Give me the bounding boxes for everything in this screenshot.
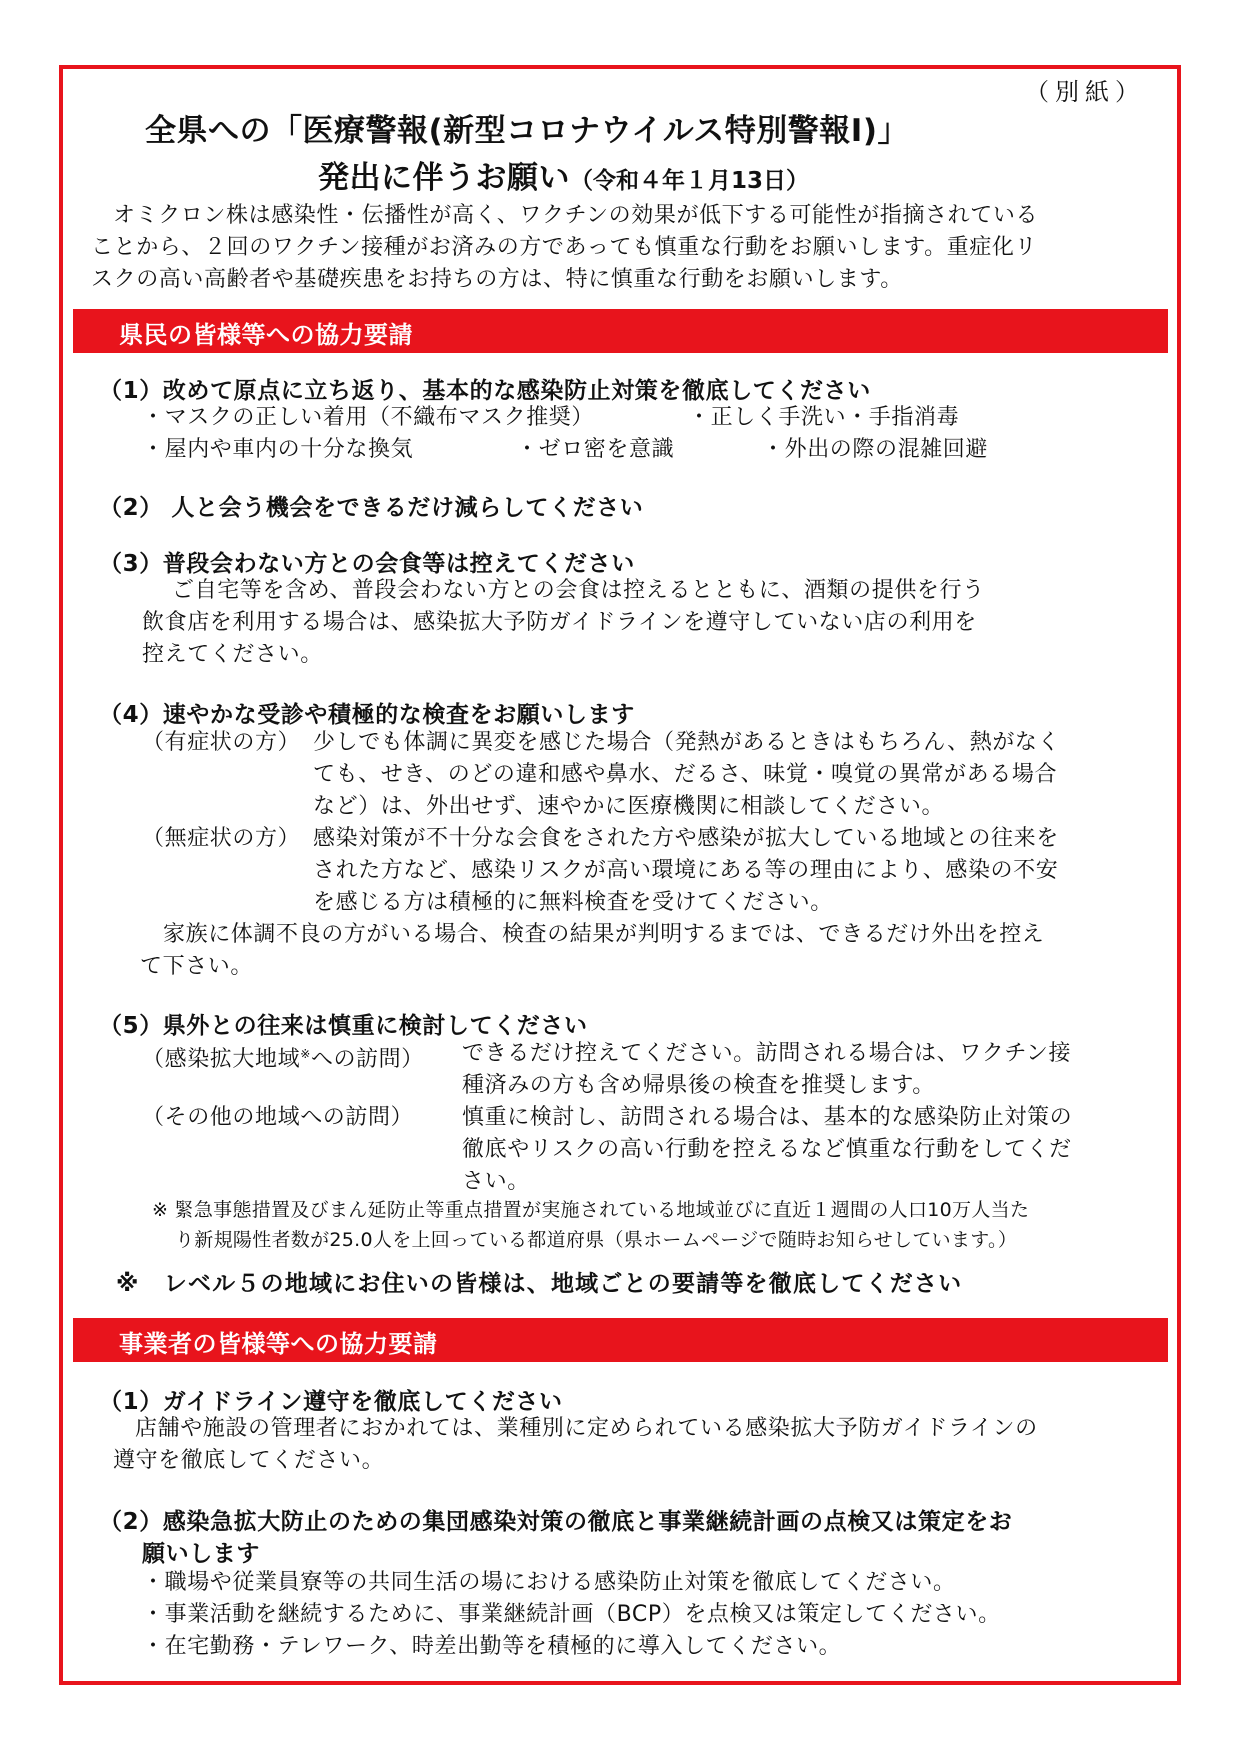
citizens-item2-heading: （2） 人と会う機会をできるだけ減らしてください — [99, 495, 644, 521]
bullet-avoid-crowds: ・外出の際の混雑回避 — [762, 437, 989, 462]
page-title-line2 — [318, 152, 809, 197]
business-bullet-2: ・事業活動を継続するために、事業継続計画（BCP）を点検又は策定してください。 — [142, 1602, 1001, 1627]
level5-notice: ※ レベル５の地域にお住いの皆様は、地域ごとの要請等を徹底してください — [116, 1271, 963, 1297]
item3-text-1: ご自宅等を含め、普段会わない方との会食は控えるとともに、酒類の提供を行う — [172, 578, 985, 603]
symptomatic-text-1: 少しでも体調に異変を感じた場合（発熱があるときはもちろん、熱がなく — [313, 730, 1061, 755]
bullet-ventilation: ・屋内や車内の十分な換気 — [142, 437, 414, 462]
page-title: 全県への「医療警報(新型コロナウイルス特別警報Ⅰ)」 — [145, 113, 910, 149]
intro-line-2: ことから、２回のワクチン接種がお済みの方であっても慎重な行動をお願いします。重症化リ — [91, 235, 1038, 260]
symptomatic-label: （有症状の方） — [142, 730, 301, 755]
business-item2-heading-2: 願いします — [142, 1541, 260, 1567]
citizens-item5-heading: （5）県外との往来は慎重に検討してください — [99, 1013, 588, 1039]
citizens-item1-heading: （1）改めて原点に立ち返り、基本的な感染防止対策を徹底してください — [99, 378, 871, 404]
business-bullet-1: ・職場や従業員寮等の共同生活の場における感染防止対策を徹底してください。 — [142, 1570, 956, 1595]
intro-line-3: スクの高い高齢者や基礎疾患をお持ちの方は、特に慎重な行動をお願いします。 — [91, 267, 903, 292]
bullet-zero-density: ・ゼロ密を意識 — [516, 437, 675, 462]
family-text-1: 家族に体調不良の方がいる場合、検査の結果が判明するまでは、できるだけ外出を控え — [163, 922, 1045, 947]
visit-infected-area-text-2: 種済みの方も含め帰県後の検査を推奨します。 — [462, 1073, 935, 1098]
label-part-a: （感染拡大地域 — [142, 1047, 301, 1072]
asymptomatic-text-3: を感じる方は積極的に無料検査を受けてください。 — [313, 890, 833, 915]
footnote-mark: ※ — [300, 1047, 311, 1061]
footnote-line-1: ※ 緊急事態措置及びまん延防止等重点措置が実施されている地域並びに直近１週間の人口10万人当た — [152, 1199, 1030, 1221]
visit-infected-area-label — [142, 1038, 424, 1076]
section-title-citizens: 県民の皆様等への協力要請 — [119, 321, 413, 349]
visit-other-area-text-2: 徹底やリスクの高い行動を控えるなど慎重な行動をしてくだ — [462, 1137, 1072, 1162]
visit-infected-area-text-1: できるだけ控えてください。訪問される場合は、ワクチン接 — [462, 1041, 1072, 1066]
business-item1-text-2: 遵守を徹底してください。 — [113, 1448, 385, 1473]
footnote-line-2: り新規陽性者数が25.0人を上回っている都道府県（県ホームページで随時お知らせしています。） — [175, 1229, 1018, 1251]
symptomatic-text-2: ても、せき、のどの違和感や鼻水、だるさ、味覚・嗅覚の異常がある場合 — [313, 762, 1058, 787]
symptomatic-text-3: など）は、外出せず、速やかに医療機関に相談してください。 — [313, 794, 945, 819]
asymptomatic-text-1: 感染対策が不十分な会食をされた方や感染が拡大している地域との往来を — [313, 826, 1059, 851]
section-header-businesses — [73, 1318, 1168, 1362]
business-item2-heading-1: （2）感染急拡大防止のための集団感染対策の徹底と事業継続計画の点検又は策定をお — [99, 1509, 1013, 1535]
section-header-citizens — [73, 309, 1168, 353]
annex-label: （別紙） — [1025, 78, 1145, 106]
citizens-item3-heading: （3）普段会わない方との会食等は控えてください — [99, 551, 635, 577]
item3-text-2: 飲食店を利用する場合は、感染拡大予防ガイドラインを遵守していない店の利用を — [142, 610, 977, 635]
asymptomatic-label: （無症状の方） — [142, 826, 301, 851]
item3-text-3: 控えてください。 — [142, 642, 323, 667]
bullet-handwash: ・正しく手洗い・手指消毒 — [688, 405, 960, 430]
title-main: 発出に伴うお願い — [318, 160, 570, 196]
asymptomatic-text-2: された方など、感染リスクが高い環境にある等の理由により、感染の不安 — [313, 858, 1059, 883]
title-date: （令和４年１月13日） — [570, 168, 810, 194]
business-item1-heading: （1）ガイドライン遵守を徹底してください — [99, 1389, 563, 1415]
visit-other-area-label: （その他の地域への訪問） — [142, 1105, 414, 1130]
citizens-item4-heading: （4）速やかな受診や積極的な検査をお願いします — [99, 702, 635, 728]
business-item1-text-1: 店舗や施設の管理者におかれては、業種別に定められている感染拡大予防ガイドラインの — [135, 1416, 1038, 1441]
visit-other-area-text-1: 慎重に検討し、訪問される場合は、基本的な感染防止対策の — [462, 1105, 1073, 1130]
section-title-businesses: 事業者の皆様等への協力要請 — [119, 1330, 438, 1358]
label-part-b: への訪問） — [310, 1047, 424, 1072]
business-bullet-3: ・在宅勤務・テレワーク、時差出勤等を積極的に導入してください。 — [142, 1634, 842, 1659]
visit-other-area-text-3: さい。 — [462, 1169, 530, 1194]
bullet-mask: ・マスクの正しい着用（不織布マスク推奨） — [142, 405, 595, 430]
family-text-2: て下さい。 — [140, 954, 254, 979]
intro-line-1: オミクロン株は感染性・伝播性が高く、ワクチンの効果が低下する可能性が指摘されている — [113, 203, 1039, 228]
